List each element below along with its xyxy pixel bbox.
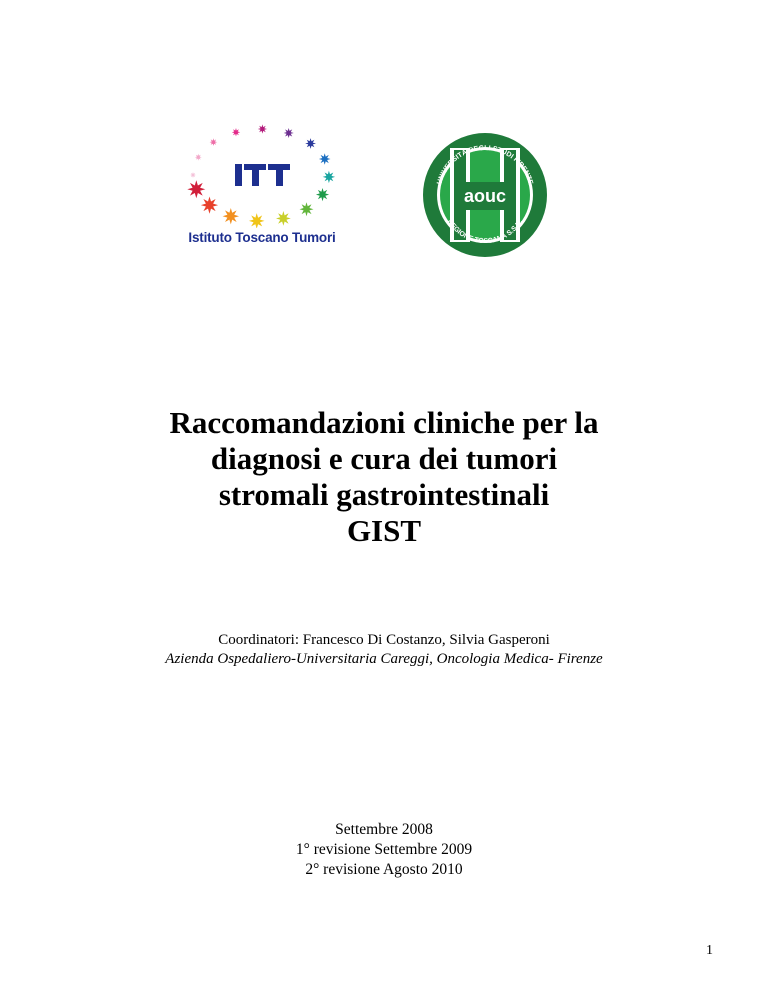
date-revision-1: 1° revisione Settembre 2009 [295,841,473,858]
title-line-2: diagnosi e cura dei tumori [210,441,558,476]
date-original: Settembre 2008 [335,821,433,838]
itt-star-icon [187,180,205,198]
revision-dates [84,820,684,880]
coordinators-affiliation: Azienda Ospedaliero-Universitaria Careggi, Oncologia Medica- Firenze [165,651,603,667]
itt-letters [235,164,290,186]
itt-star-icon [190,172,196,178]
coordinators-names: Coordinatori: Francesco Di Costanzo, Silvia Gasperoni [218,632,550,648]
itt-star-icon [305,138,316,149]
aouc-logo [420,130,550,260]
itt-star-icon [201,197,218,214]
itt-star-icon [319,153,331,165]
aouc-label: aouc [463,186,507,206]
itt-star-icon [210,138,218,146]
itt-star-icon [195,154,202,161]
aouc-ring-top-text: UNIVERSITÀ DEGLI STUDI FIRENZE [436,144,534,186]
itt-star-icon [258,124,267,133]
date-revision-2: 2° revisione Agosto 2010 [305,861,463,878]
itt-star-icon [300,202,314,216]
title-line-3: stromali gastrointestinali [218,477,550,512]
itt-star-icon [249,213,265,228]
aouc-ring-bottom-text: REGIONE TOSCANA S.S.N. [445,218,525,246]
document-title [84,405,684,549]
title-line-1: Raccomandazioni cliniche per la [169,405,599,440]
itt-star-ring-icon [178,122,344,228]
itt-star-icon [276,211,291,226]
aouc-emblem-icon [420,130,550,260]
title-line-4: GIST [346,513,422,548]
page-number: 1 [706,943,713,958]
coordinators-block [84,631,684,669]
itt-caption: Istituto Toscano Tumori [188,230,336,245]
itt-star-icon [323,171,335,183]
itt-star-icon [232,128,240,136]
itt-star-icon [284,128,294,138]
itt-star-icon [316,188,329,201]
itt-logo [178,122,344,250]
itt-star-icon [223,208,239,224]
